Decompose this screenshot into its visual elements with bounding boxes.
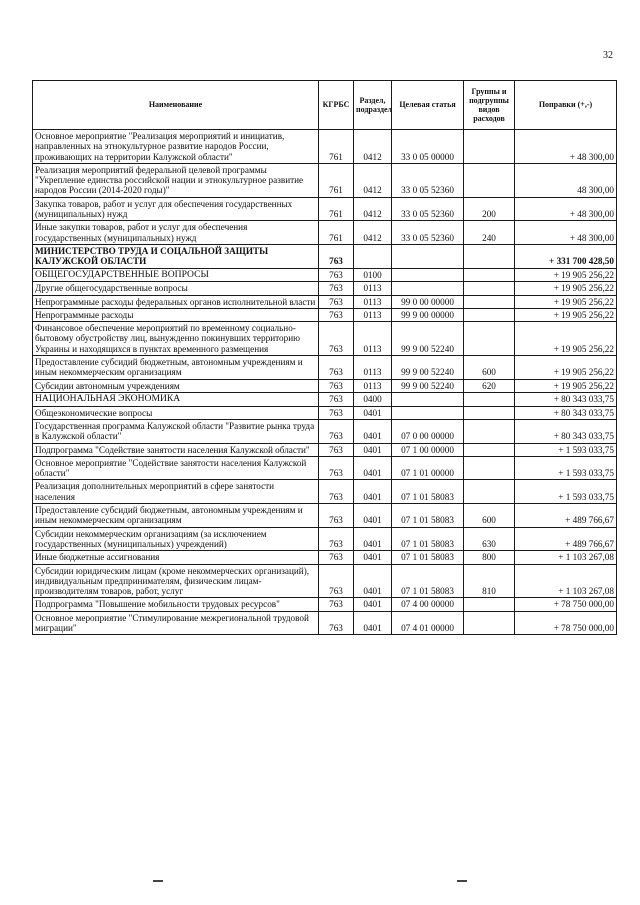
table-row — [33, 163, 617, 197]
cell-article — [392, 282, 464, 295]
cell-kgrbs: 763 — [319, 356, 354, 380]
cell-article: 33 0 05 52360 — [392, 163, 464, 197]
cell-amount: + 489 766,67 — [515, 504, 617, 528]
cell-name: Подпрограмма "Повышение мобильности трудовых ресурсов" — [33, 598, 319, 611]
cell-kgrbs: 763 — [319, 551, 354, 564]
cell-article: 07 1 01 00000 — [392, 456, 464, 480]
cell-section: 0401 — [354, 504, 392, 528]
cell-amount: + 1 593 033,75 — [515, 480, 617, 504]
header-article: Целевая статья — [392, 81, 464, 130]
header-section: Раздел, подраздел — [354, 81, 392, 130]
cell-amount: + 19 905 256,22 — [515, 379, 617, 392]
cell-article — [392, 392, 464, 406]
cell-group: 630 — [464, 527, 515, 551]
cell-section: 0412 — [354, 221, 392, 245]
budget-amendments-table — [32, 80, 617, 635]
cell-name: Другие общегосударственные вопросы — [33, 282, 319, 295]
cell-amount: + 489 766,67 — [515, 527, 617, 551]
table-row — [33, 268, 617, 282]
cell-name: Непрограммные расходы — [33, 308, 319, 321]
cell-name: Основное мероприятие "Содействие занятости населения Калужской области" — [33, 456, 319, 480]
cell-kgrbs: 761 — [319, 197, 354, 221]
cell-section: 0100 — [354, 268, 392, 282]
cell-group — [464, 598, 515, 611]
cell-group — [464, 163, 515, 197]
cell-kgrbs: 761 — [319, 221, 354, 245]
cell-article — [392, 244, 464, 268]
cell-group — [464, 244, 515, 268]
cell-kgrbs: 763 — [319, 480, 354, 504]
cell-amount: + 19 905 256,22 — [515, 282, 617, 295]
cell-section: 0401 — [354, 443, 392, 456]
cell-article: 99 0 00 00000 — [392, 295, 464, 308]
table-row — [33, 598, 617, 611]
cell-section — [354, 244, 392, 268]
cell-name: ОБЩЕГОСУДАРСТВЕННЫЕ ВОПРОСЫ — [33, 268, 319, 282]
cell-group — [464, 268, 515, 282]
cell-article: 07 1 01 58083 — [392, 564, 464, 598]
cell-article: 99 9 00 52240 — [392, 322, 464, 356]
cell-article: 07 4 01 00000 — [392, 611, 464, 635]
cell-name: Иные закупки товаров, работ и услуг для обеспечения государственных (муниципальных) нужд — [33, 221, 319, 245]
cell-amount: + 19 905 256,22 — [515, 356, 617, 380]
cell-section: 0401 — [354, 420, 392, 444]
cell-name: Финансовое обеспечение мероприятий по временному социально-бытовому обустройству лиц, вынужденно покинувших территорию Украины и находящихся в пунктах временного размещения — [33, 322, 319, 356]
table-row — [33, 308, 617, 321]
cell-kgrbs: 763 — [319, 611, 354, 635]
table-row — [33, 282, 617, 295]
cell-amount: + 19 905 256,22 — [515, 322, 617, 356]
cell-amount: + 1 103 267,08 — [515, 564, 617, 598]
cell-article: 07 1 00 00000 — [392, 443, 464, 456]
cell-kgrbs: 763 — [319, 282, 354, 295]
table-row — [33, 197, 617, 221]
cell-group — [464, 480, 515, 504]
cell-article: 33 0 05 52360 — [392, 221, 464, 245]
cell-article: 07 1 01 58083 — [392, 504, 464, 528]
cell-section: 0113 — [354, 322, 392, 356]
cell-section: 0412 — [354, 130, 392, 164]
cell-article: 99 9 00 00000 — [392, 308, 464, 321]
cell-name: Реализация дополнительных мероприятий в сфере занятости населения — [33, 480, 319, 504]
cell-section: 0113 — [354, 295, 392, 308]
table-header-row — [33, 81, 617, 130]
cell-amount: + 19 905 256,22 — [515, 308, 617, 321]
cell-group — [464, 282, 515, 295]
cell-name: НАЦИОНАЛЬНАЯ ЭКОНОМИКА — [33, 392, 319, 406]
cell-kgrbs: 763 — [319, 244, 354, 268]
cell-section: 0113 — [354, 356, 392, 380]
scan-mark — [153, 880, 163, 882]
cell-section: 0401 — [354, 456, 392, 480]
page-number: 32 — [603, 50, 613, 61]
table-row — [33, 551, 617, 564]
table-row — [33, 244, 617, 268]
cell-amount: + 19 905 256,22 — [515, 268, 617, 282]
cell-amount: + 80 343 033,75 — [515, 406, 617, 419]
cell-section: 0412 — [354, 163, 392, 197]
cell-name: Государственная программа Калужской области "Развитие рынка труда в Калужской области" — [33, 420, 319, 444]
table-row — [33, 130, 617, 164]
cell-name: Предоставление субсидий бюджетным, автономным учреждениям и иным некоммерческим организациям — [33, 504, 319, 528]
cell-section: 0401 — [354, 480, 392, 504]
cell-article: 99 9 00 52240 — [392, 379, 464, 392]
cell-kgrbs: 763 — [319, 504, 354, 528]
cell-group — [464, 443, 515, 456]
cell-article: 07 1 01 58083 — [392, 480, 464, 504]
cell-section: 0401 — [354, 527, 392, 551]
cell-name: Субсидии юридическим лицам (кроме некоммерческих организаций), индивидуальным предпринимателям, физическим лицам-производителям товаров, работ, услуг — [33, 564, 319, 598]
cell-article: 07 4 00 00000 — [392, 598, 464, 611]
cell-amount: + 80 343 033,75 — [515, 420, 617, 444]
table-row — [33, 356, 617, 380]
cell-name: Иные бюджетные ассигнования — [33, 551, 319, 564]
cell-kgrbs: 763 — [319, 406, 354, 419]
table-row — [33, 379, 617, 392]
table-row — [33, 456, 617, 480]
cell-section: 0113 — [354, 308, 392, 321]
cell-section: 0412 — [354, 197, 392, 221]
header-amount: Поправки (+,-) — [515, 81, 617, 130]
cell-amount: + 48 300,00 — [515, 130, 617, 164]
table-row — [33, 480, 617, 504]
cell-group — [464, 456, 515, 480]
cell-kgrbs: 763 — [319, 268, 354, 282]
cell-name: Основное мероприятие "Реализация мероприятий и инициатив, направленных на этнокультурное развитие народов России, проживающих на территории Калужской области" — [33, 130, 319, 164]
cell-article — [392, 406, 464, 419]
cell-kgrbs: 763 — [319, 379, 354, 392]
cell-section: 0401 — [354, 611, 392, 635]
header-name: Наименование — [33, 81, 319, 130]
cell-kgrbs: 763 — [319, 564, 354, 598]
cell-kgrbs: 763 — [319, 392, 354, 406]
cell-section: 0113 — [354, 282, 392, 295]
cell-name: Основное мероприятие "Стимулирование межрегиональной трудовой миграции" — [33, 611, 319, 635]
table-row — [33, 420, 617, 444]
cell-name: Субсидии некоммерческим организациям (за исключением государственных (муниципальных) учреждений) — [33, 527, 319, 551]
cell-article: 33 0 05 52360 — [392, 197, 464, 221]
cell-group: 200 — [464, 197, 515, 221]
cell-article: 07 0 00 00000 — [392, 420, 464, 444]
table-row — [33, 564, 617, 598]
cell-group: 600 — [464, 504, 515, 528]
cell-amount: 48 300,00 — [515, 163, 617, 197]
table-body — [33, 130, 617, 635]
cell-group — [464, 295, 515, 308]
cell-name: МИНИСТЕРСТВО ТРУДА И СОЦАЛЬНОЙ ЗАЩИТЫ КАЛУЖСКОЙ ОБЛАСТИ — [33, 244, 319, 268]
cell-amount: + 19 905 256,22 — [515, 295, 617, 308]
cell-group — [464, 130, 515, 164]
cell-group: 810 — [464, 564, 515, 598]
table-row — [33, 392, 617, 406]
cell-amount: + 331 700 428,50 — [515, 244, 617, 268]
cell-group — [464, 392, 515, 406]
cell-kgrbs: 763 — [319, 443, 354, 456]
cell-group — [464, 308, 515, 321]
cell-amount: + 78 750 000,00 — [515, 611, 617, 635]
cell-kgrbs: 763 — [319, 295, 354, 308]
cell-kgrbs: 761 — [319, 130, 354, 164]
cell-group — [464, 611, 515, 635]
cell-article: 99 9 00 52240 — [392, 356, 464, 380]
cell-amount: + 1 593 033,75 — [515, 443, 617, 456]
cell-section: 0401 — [354, 551, 392, 564]
cell-kgrbs: 763 — [319, 598, 354, 611]
cell-group: 620 — [464, 379, 515, 392]
cell-name: Субсидии автономным учреждениям — [33, 379, 319, 392]
cell-name: Непрограммные расходы федеральных органов исполнительной власти — [33, 295, 319, 308]
cell-group — [464, 322, 515, 356]
cell-amount: + 78 750 000,00 — [515, 598, 617, 611]
cell-section: 0113 — [354, 379, 392, 392]
cell-kgrbs: 761 — [319, 163, 354, 197]
table-row — [33, 504, 617, 528]
cell-amount: + 80 343 033,75 — [515, 392, 617, 406]
cell-article: 07 1 01 58083 — [392, 551, 464, 564]
table-row — [33, 527, 617, 551]
cell-article: 33 0 05 00000 — [392, 130, 464, 164]
cell-amount: + 48 300,00 — [515, 197, 617, 221]
cell-group: 240 — [464, 221, 515, 245]
cell-group: 800 — [464, 551, 515, 564]
table-row — [33, 322, 617, 356]
cell-kgrbs: 763 — [319, 456, 354, 480]
cell-group: 600 — [464, 356, 515, 380]
cell-name: Предоставление субсидий бюджетным, автономным учреждениям и иным некоммерческим организациям — [33, 356, 319, 380]
cell-amount: + 1 103 267,08 — [515, 551, 617, 564]
cell-group — [464, 406, 515, 419]
cell-kgrbs: 763 — [319, 308, 354, 321]
cell-article: 07 1 01 58083 — [392, 527, 464, 551]
cell-name: Реализация мероприятий федеральной целевой программы "Укрепление единства российской нации и этнокультурное развитие народов России (2014-2020 годы)" — [33, 163, 319, 197]
cell-group — [464, 420, 515, 444]
cell-kgrbs: 763 — [319, 527, 354, 551]
cell-amount: + 48 300,00 — [515, 221, 617, 245]
cell-kgrbs: 763 — [319, 322, 354, 356]
table-row — [33, 611, 617, 635]
header-kgrbs: КГРБС — [319, 81, 354, 130]
cell-section: 0401 — [354, 406, 392, 419]
cell-section: 0400 — [354, 392, 392, 406]
cell-name: Подпрограмма "Содействие занятости населения Калужской области" — [33, 443, 319, 456]
table-row — [33, 406, 617, 419]
table-row — [33, 295, 617, 308]
cell-name: Общеэкономические вопросы — [33, 406, 319, 419]
header-groups: Группы и подгруппы видов расходов — [464, 81, 515, 130]
table-row — [33, 221, 617, 245]
cell-article — [392, 268, 464, 282]
cell-amount: + 1 593 033,75 — [515, 456, 617, 480]
cell-kgrbs: 763 — [319, 420, 354, 444]
cell-name: Закупка товаров, работ и услуг для обеспечения государственных (муниципальных) нужд — [33, 197, 319, 221]
table-row — [33, 443, 617, 456]
scan-mark — [457, 880, 467, 882]
cell-section: 0401 — [354, 564, 392, 598]
cell-section: 0401 — [354, 598, 392, 611]
